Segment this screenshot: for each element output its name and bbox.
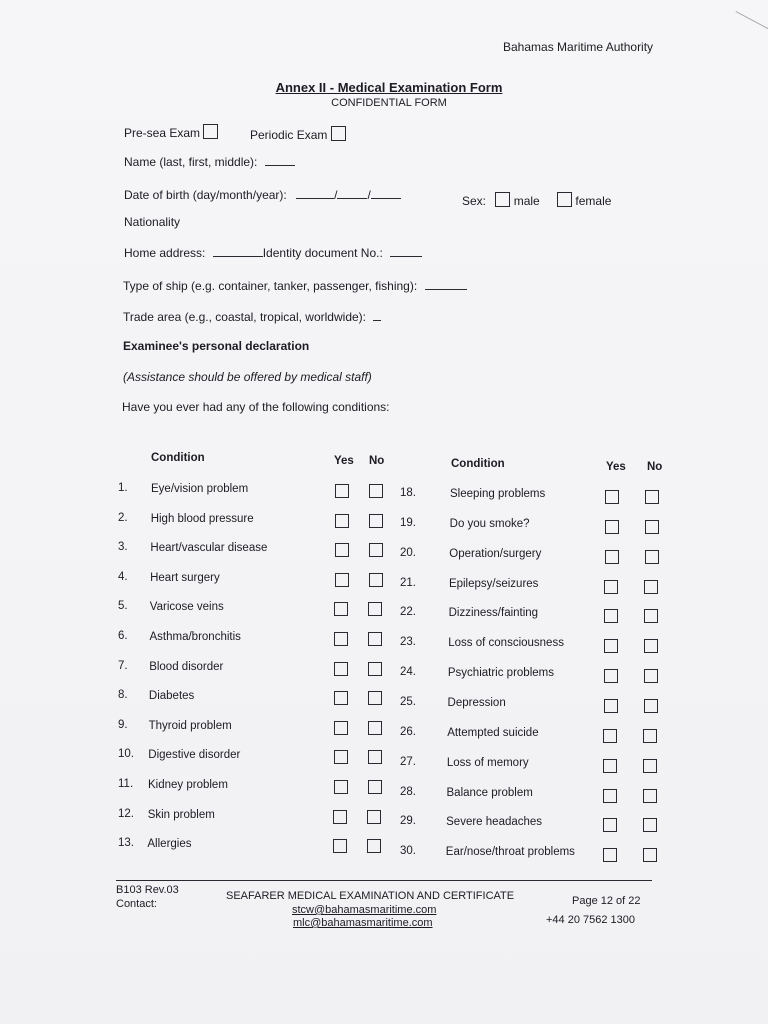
no-checkbox[interactable] bbox=[645, 520, 659, 534]
no-checkbox[interactable] bbox=[368, 602, 382, 616]
condition-number: 3. bbox=[118, 541, 128, 554]
condition-number: 20. bbox=[400, 546, 416, 559]
condition-number: 30. bbox=[400, 845, 416, 858]
condition-label: Eye/vision problem bbox=[151, 483, 249, 495]
periodic-exam-label: Periodic Exam bbox=[250, 128, 328, 142]
yes-checkbox[interactable] bbox=[334, 632, 348, 646]
condition-number: 26. bbox=[400, 725, 416, 738]
yes-checkbox[interactable] bbox=[335, 573, 349, 587]
footer-page-number: Page 12 of 22 bbox=[572, 895, 641, 907]
no-checkbox[interactable] bbox=[368, 721, 382, 735]
ship-type-field[interactable] bbox=[425, 288, 467, 290]
trade-area-label: Trade area (e.g., coastal, tropical, worldwide): bbox=[123, 310, 366, 324]
authority-name: Bahamas Maritime Authority bbox=[503, 40, 654, 54]
no-checkbox[interactable] bbox=[369, 514, 383, 528]
yes-checkbox[interactable] bbox=[333, 839, 347, 853]
condition-number: 11. bbox=[118, 778, 134, 790]
sex-row bbox=[462, 192, 611, 208]
name-field[interactable] bbox=[265, 164, 295, 166]
no-checkbox[interactable] bbox=[367, 839, 381, 853]
no-checkbox[interactable] bbox=[643, 848, 657, 862]
left-no-header: No bbox=[369, 455, 385, 467]
condition-number: 10. bbox=[118, 748, 134, 761]
yes-checkbox[interactable] bbox=[604, 669, 618, 683]
yes-checkbox[interactable] bbox=[605, 520, 619, 534]
condition-label: Operation/surgery bbox=[449, 547, 542, 560]
no-checkbox[interactable] bbox=[368, 780, 382, 794]
condition-number: 2. bbox=[118, 511, 128, 524]
pre-sea-exam-checkbox[interactable] bbox=[203, 124, 218, 139]
condition-number: 6. bbox=[118, 630, 128, 642]
home-address-field[interactable] bbox=[213, 255, 263, 257]
condition-number: 7. bbox=[118, 659, 128, 672]
yes-checkbox[interactable] bbox=[604, 580, 618, 594]
footer-contact: Contact: bbox=[116, 898, 157, 910]
condition-label: Skin problem bbox=[147, 808, 215, 821]
condition-number: 23. bbox=[400, 636, 416, 649]
dob-slash-1: / bbox=[334, 188, 338, 202]
condition-label: Epilepsy/seizures bbox=[448, 577, 539, 590]
periodic-exam-checkbox[interactable] bbox=[331, 126, 346, 141]
condition-label: Loss of memory bbox=[446, 756, 529, 769]
condition-number: 28. bbox=[400, 785, 416, 798]
condition-label: Psychiatric problems bbox=[447, 667, 554, 680]
address-row bbox=[124, 246, 422, 260]
condition-label: Severe headaches bbox=[446, 816, 543, 829]
no-checkbox[interactable] bbox=[644, 639, 658, 653]
nationality-label: Nationality bbox=[124, 215, 181, 229]
condition-label: Sleeping problems bbox=[450, 488, 546, 500]
condition-number: 1. bbox=[118, 482, 128, 494]
condition-label: Digestive disorder bbox=[148, 749, 241, 762]
no-checkbox[interactable] bbox=[644, 699, 658, 713]
form-title: Annex II - Medical Examination Form bbox=[275, 80, 503, 95]
condition-number: 12. bbox=[118, 807, 134, 820]
footer-doc-title: SEAFARER MEDICAL EXAMINATION AND CERTIFICATE bbox=[226, 890, 515, 902]
condition-number: 22. bbox=[400, 606, 416, 619]
no-checkbox[interactable] bbox=[367, 810, 381, 824]
condition-number: 29. bbox=[400, 815, 416, 828]
condition-label: Varicose veins bbox=[149, 601, 224, 614]
periodic-exam-row bbox=[250, 126, 346, 142]
female-checkbox[interactable] bbox=[557, 192, 572, 207]
yes-checkbox[interactable] bbox=[604, 639, 618, 653]
yes-checkbox[interactable] bbox=[334, 691, 348, 705]
male-label: male bbox=[513, 194, 540, 208]
dob-label: Date of birth (day/month/year): bbox=[124, 188, 287, 202]
yes-checkbox[interactable] bbox=[603, 818, 617, 832]
condition-label: High blood pressure bbox=[150, 512, 254, 525]
sex-label: Sex: bbox=[462, 194, 487, 208]
condition-label: Loss of consciousness bbox=[448, 637, 564, 650]
no-checkbox[interactable] bbox=[644, 580, 658, 594]
no-checkbox[interactable] bbox=[644, 669, 658, 683]
page-corner-mark bbox=[736, 0, 768, 31]
condition-number: 9. bbox=[118, 718, 128, 731]
ship-type-row bbox=[123, 279, 467, 293]
female-label: female bbox=[575, 194, 612, 208]
condition-number: 27. bbox=[400, 755, 416, 768]
no-checkbox[interactable] bbox=[368, 691, 382, 705]
yes-checkbox[interactable] bbox=[604, 699, 618, 713]
form-subtitle: CONFIDENTIAL FORM bbox=[331, 97, 447, 109]
condition-label: Dizziness/fainting bbox=[448, 607, 539, 620]
yes-checkbox[interactable] bbox=[603, 848, 617, 862]
condition-label: Kidney problem bbox=[148, 779, 228, 791]
yes-checkbox[interactable] bbox=[605, 490, 619, 504]
no-checkbox[interactable] bbox=[643, 818, 657, 832]
no-checkbox[interactable] bbox=[368, 662, 382, 676]
condition-label: Asthma/bronchitis bbox=[149, 631, 241, 643]
dob-slash-2: / bbox=[367, 188, 371, 202]
declaration-heading: Examinee's personal declaration bbox=[123, 339, 310, 353]
condition-number: 4. bbox=[118, 570, 128, 583]
home-address-label: Home address: bbox=[124, 246, 206, 260]
yes-checkbox[interactable] bbox=[335, 484, 349, 498]
left-yes-header: Yes bbox=[334, 455, 354, 467]
yes-checkbox[interactable] bbox=[334, 602, 348, 616]
footer-phone: +44 20 7562 1300 bbox=[546, 914, 636, 926]
no-checkbox[interactable] bbox=[368, 750, 382, 764]
condition-number: 8. bbox=[118, 689, 128, 702]
yes-checkbox[interactable] bbox=[334, 662, 348, 676]
name-row bbox=[124, 155, 295, 169]
condition-number: 21. bbox=[400, 576, 416, 589]
footer-divider bbox=[116, 880, 652, 881]
male-checkbox[interactable] bbox=[495, 192, 510, 207]
condition-number: 13. bbox=[118, 837, 134, 850]
condition-number: 19. bbox=[400, 516, 416, 529]
declaration-question: Have you ever had any of the following conditions: bbox=[122, 400, 390, 414]
identity-doc-label: Identity document No.: bbox=[262, 246, 383, 260]
condition-label: Do you smoke? bbox=[449, 517, 530, 530]
footer-email-stcw[interactable]: stcw@bahamasmaritime.com bbox=[292, 904, 437, 916]
no-checkbox[interactable] bbox=[644, 609, 658, 623]
trade-area-field[interactable] bbox=[373, 319, 381, 321]
right-yes-header: Yes bbox=[606, 461, 626, 473]
right-condition-header: Condition bbox=[451, 458, 505, 470]
condition-number: 18. bbox=[400, 487, 416, 499]
condition-label: Heart surgery bbox=[150, 571, 220, 584]
yes-checkbox[interactable] bbox=[334, 721, 348, 735]
trade-area-row bbox=[123, 310, 381, 324]
pre-sea-exam-label: Pre-sea Exam bbox=[124, 126, 201, 140]
condition-label: Ear/nose/throat problems bbox=[445, 846, 575, 859]
condition-number: 5. bbox=[118, 600, 128, 613]
condition-label: Allergies bbox=[147, 838, 192, 851]
no-checkbox[interactable] bbox=[369, 573, 383, 587]
no-checkbox[interactable] bbox=[369, 484, 383, 498]
yes-checkbox[interactable] bbox=[603, 759, 617, 773]
ship-type-label: Type of ship (e.g. container, tanker, passenger, fishing): bbox=[123, 279, 418, 293]
footer-email-mlc[interactable]: mlc@bahamasmaritime.com bbox=[293, 917, 433, 929]
no-checkbox[interactable] bbox=[368, 632, 382, 646]
condition-label: Balance problem bbox=[446, 786, 533, 799]
condition-number: 24. bbox=[400, 666, 416, 679]
no-checkbox[interactable] bbox=[645, 490, 659, 504]
condition-label: Diabetes bbox=[148, 690, 195, 703]
yes-checkbox[interactable] bbox=[334, 750, 348, 764]
yes-checkbox[interactable] bbox=[335, 543, 349, 557]
yes-checkbox[interactable] bbox=[605, 550, 619, 564]
condition-label: Thyroid problem bbox=[148, 719, 232, 732]
dob-day-field[interactable] bbox=[296, 197, 334, 199]
condition-label: Depression bbox=[447, 696, 506, 709]
condition-number: 25. bbox=[400, 695, 416, 708]
no-checkbox[interactable] bbox=[645, 550, 659, 564]
no-checkbox[interactable] bbox=[643, 789, 657, 803]
condition-label: Blood disorder bbox=[149, 660, 224, 673]
left-condition-header: Condition bbox=[151, 452, 205, 464]
dob-month-field[interactable] bbox=[337, 197, 367, 199]
condition-label: Attempted suicide bbox=[447, 726, 539, 739]
dob-year-field[interactable] bbox=[371, 197, 401, 199]
yes-checkbox[interactable] bbox=[604, 609, 618, 623]
condition-label: Heart/vascular disease bbox=[150, 542, 268, 555]
dob-row bbox=[124, 188, 401, 202]
yes-checkbox[interactable] bbox=[333, 810, 347, 824]
name-label: Name (last, first, middle): bbox=[124, 155, 258, 169]
pre-sea-exam-row bbox=[124, 124, 218, 140]
yes-checkbox[interactable] bbox=[603, 729, 617, 743]
no-checkbox[interactable] bbox=[643, 729, 657, 743]
yes-checkbox[interactable] bbox=[603, 789, 617, 803]
no-checkbox[interactable] bbox=[643, 759, 657, 773]
declaration-note: (Assistance should be offered by medical staff) bbox=[123, 370, 372, 384]
right-no-header: No bbox=[647, 461, 663, 473]
no-checkbox[interactable] bbox=[369, 543, 383, 557]
footer-code: B103 Rev.03 bbox=[116, 884, 179, 896]
yes-checkbox[interactable] bbox=[335, 514, 349, 528]
identity-doc-field[interactable] bbox=[390, 255, 422, 257]
yes-checkbox[interactable] bbox=[334, 780, 348, 794]
